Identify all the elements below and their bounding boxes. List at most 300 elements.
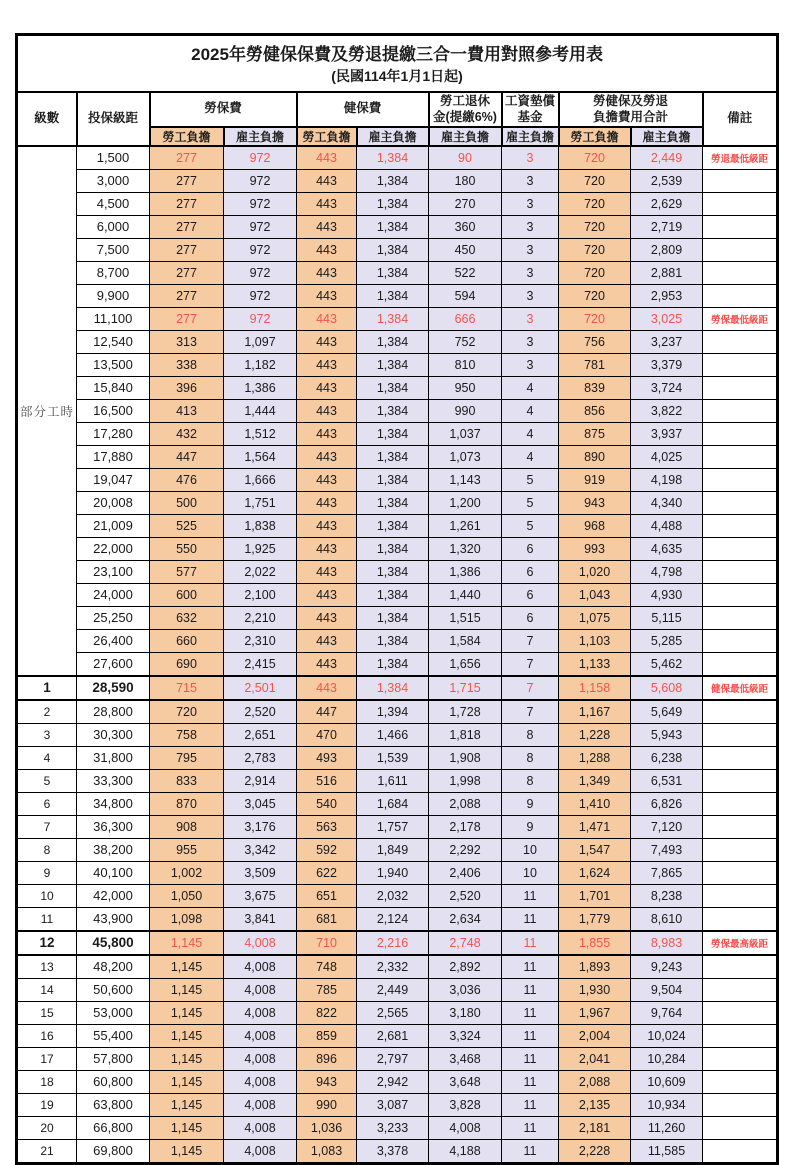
- cell-health-employer: 1,757: [357, 815, 429, 838]
- cell-pension-employer: 1,908: [429, 746, 502, 769]
- header-group-row: [17, 92, 778, 127]
- cell-labor-employee: 758: [150, 723, 224, 746]
- cell-total-employee: 1,893: [559, 955, 631, 979]
- cell-wage-fund-employer: 7: [502, 700, 559, 724]
- cell-labor-employee: 870: [150, 792, 224, 815]
- cell-level: 1: [17, 676, 77, 700]
- table-row: [17, 583, 778, 606]
- cell-pension-employer: 3,468: [429, 1047, 502, 1070]
- cell-remark: [703, 238, 778, 261]
- table-row: [17, 955, 778, 979]
- cell-labor-employee: 447: [150, 445, 224, 468]
- cell-labor-employer: 1,564: [224, 445, 297, 468]
- header-wage-fund-line1: 工資墊償: [504, 94, 555, 108]
- cell-labor-employee: 1,002: [150, 861, 224, 884]
- cell-level: 19: [17, 1093, 77, 1116]
- cell-labor-employer: 3,176: [224, 815, 297, 838]
- cell-labor-employee: 1,145: [150, 1047, 224, 1070]
- table-row: [17, 284, 778, 307]
- cell-labor-employee: 432: [150, 422, 224, 445]
- header-salary-grade: 投保級距: [77, 92, 150, 146]
- cell-labor-employee: 476: [150, 468, 224, 491]
- cell-health-employer: 1,394: [357, 700, 429, 724]
- cell-health-employee: 443: [297, 606, 357, 629]
- cell-salary-grade: 60,800: [77, 1070, 150, 1093]
- cell-health-employer: 1,384: [357, 560, 429, 583]
- cell-pension-employer: 1,515: [429, 606, 502, 629]
- cell-health-employer: 2,032: [357, 884, 429, 907]
- cell-health-employee: 447: [297, 700, 357, 724]
- cell-labor-employee: 277: [150, 169, 224, 192]
- cell-health-employee: 443: [297, 238, 357, 261]
- cell-health-employee: 443: [297, 676, 357, 700]
- cell-total-employee: 720: [559, 215, 631, 238]
- cell-remark: [703, 700, 778, 724]
- cell-health-employee: 443: [297, 491, 357, 514]
- cell-remark: [703, 652, 778, 676]
- header-pension-employer-share: 雇主負擔: [429, 127, 502, 146]
- cell-labor-employer: 2,022: [224, 560, 297, 583]
- cell-wage-fund-employer: 11: [502, 1093, 559, 1116]
- cell-total-employee: 781: [559, 353, 631, 376]
- cell-health-employer: 2,565: [357, 1001, 429, 1024]
- cell-remark: [703, 1070, 778, 1093]
- cell-labor-employer: 1,512: [224, 422, 297, 445]
- cell-wage-fund-employer: 11: [502, 978, 559, 1001]
- cell-total-employer: 10,024: [631, 1024, 703, 1047]
- cell-labor-employee: 338: [150, 353, 224, 376]
- cell-wage-fund-employer: 7: [502, 652, 559, 676]
- cell-total-employee: 1,158: [559, 676, 631, 700]
- cell-labor-employer: 1,444: [224, 399, 297, 422]
- cell-remark: [703, 583, 778, 606]
- cell-total-employer: 6,238: [631, 746, 703, 769]
- table-row: [17, 700, 778, 724]
- cell-total-employer: 4,025: [631, 445, 703, 468]
- cell-total-employee: 1,967: [559, 1001, 631, 1024]
- cell-wage-fund-employer: 11: [502, 1139, 559, 1163]
- header-total: [559, 92, 703, 127]
- table-row: [17, 652, 778, 676]
- cell-labor-employer: 4,008: [224, 1093, 297, 1116]
- cell-labor-employer: 1,386: [224, 376, 297, 399]
- table-row: [17, 1024, 778, 1047]
- cell-wage-fund-employer: 4: [502, 422, 559, 445]
- cell-health-employer: 2,681: [357, 1024, 429, 1047]
- cell-total-employer: 7,865: [631, 861, 703, 884]
- cell-pension-employer: 1,656: [429, 652, 502, 676]
- cell-labor-employee: 313: [150, 330, 224, 353]
- cell-total-employer: 7,493: [631, 838, 703, 861]
- cell-labor-employer: 1,097: [224, 330, 297, 353]
- page-title: 2025年勞健保保費及勞退提繳三合一費用對照參考用表: [191, 44, 603, 64]
- cell-wage-fund-employer: 5: [502, 468, 559, 491]
- cell-total-employee: 2,004: [559, 1024, 631, 1047]
- cell-health-employer: 3,378: [357, 1139, 429, 1163]
- cell-health-employee: 822: [297, 1001, 357, 1024]
- cell-total-employee: 1,410: [559, 792, 631, 815]
- cell-total-employee: 968: [559, 514, 631, 537]
- cell-labor-employee: 413: [150, 399, 224, 422]
- cell-total-employee: 875: [559, 422, 631, 445]
- cell-remark: [703, 514, 778, 537]
- cell-wage-fund-employer: 6: [502, 560, 559, 583]
- cell-salary-grade: 25,250: [77, 606, 150, 629]
- table-row: [17, 261, 778, 284]
- cell-labor-employee: 577: [150, 560, 224, 583]
- cell-wage-fund-employer: 11: [502, 1047, 559, 1070]
- cell-salary-grade: 43,900: [77, 907, 150, 931]
- cell-pension-employer: 594: [429, 284, 502, 307]
- cell-labor-employer: 1,925: [224, 537, 297, 560]
- cell-total-employee: 2,181: [559, 1116, 631, 1139]
- cell-wage-fund-employer: 7: [502, 676, 559, 700]
- cell-labor-employer: 972: [224, 284, 297, 307]
- table-row: [17, 1047, 778, 1070]
- table-row: [17, 884, 778, 907]
- cell-remark: [703, 907, 778, 931]
- cell-remark: [703, 1116, 778, 1139]
- cell-health-employee: 443: [297, 629, 357, 652]
- cell-total-employer: 2,449: [631, 146, 703, 170]
- cell-health-employee: 443: [297, 261, 357, 284]
- cell-remark: [703, 838, 778, 861]
- cell-remark: [703, 792, 778, 815]
- cell-level: 13: [17, 955, 77, 979]
- cell-wage-fund-employer: 8: [502, 746, 559, 769]
- cell-labor-employer: 4,008: [224, 1139, 297, 1163]
- cell-remark: [703, 861, 778, 884]
- cell-labor-employee: 1,050: [150, 884, 224, 907]
- cell-remark: [703, 884, 778, 907]
- cell-health-employee: 443: [297, 330, 357, 353]
- cell-health-employer: 1,384: [357, 652, 429, 676]
- cell-labor-employee: 1,145: [150, 1139, 224, 1163]
- cell-health-employee: 710: [297, 931, 357, 955]
- table-row: [17, 330, 778, 353]
- cell-health-employee: 443: [297, 652, 357, 676]
- cell-labor-employer: 1,666: [224, 468, 297, 491]
- cell-total-employee: 919: [559, 468, 631, 491]
- cell-total-employer: 2,953: [631, 284, 703, 307]
- cell-total-employee: 1,471: [559, 815, 631, 838]
- cell-remark: [703, 746, 778, 769]
- cell-pension-employer: 2,292: [429, 838, 502, 861]
- cell-health-employee: 443: [297, 284, 357, 307]
- cell-total-employer: 9,504: [631, 978, 703, 1001]
- cell-health-employer: 1,384: [357, 468, 429, 491]
- cell-salary-grade: 50,600: [77, 978, 150, 1001]
- cell-pension-employer: 2,520: [429, 884, 502, 907]
- cell-remark: 勞退最低級距: [703, 146, 778, 170]
- cell-labor-employee: 1,145: [150, 955, 224, 979]
- cell-wage-fund-employer: 6: [502, 606, 559, 629]
- cell-total-employer: 7,120: [631, 815, 703, 838]
- cell-salary-grade: 8,700: [77, 261, 150, 284]
- table-row: [17, 146, 778, 170]
- cell-labor-employer: 972: [224, 261, 297, 284]
- cell-health-employee: 785: [297, 978, 357, 1001]
- cell-labor-employer: 4,008: [224, 931, 297, 955]
- cell-labor-employee: 277: [150, 215, 224, 238]
- cell-total-employer: 4,635: [631, 537, 703, 560]
- cell-labor-employer: 4,008: [224, 1116, 297, 1139]
- cell-salary-grade: 55,400: [77, 1024, 150, 1047]
- cell-salary-grade: 16,500: [77, 399, 150, 422]
- cell-remark: 勞保最高級距: [703, 931, 778, 955]
- cell-health-employee: 443: [297, 307, 357, 330]
- cell-wage-fund-employer: 9: [502, 815, 559, 838]
- cell-total-employee: 1,133: [559, 652, 631, 676]
- table-row: [17, 376, 778, 399]
- cell-total-employer: 5,285: [631, 629, 703, 652]
- cell-labor-employer: 1,838: [224, 514, 297, 537]
- cell-labor-employee: 277: [150, 192, 224, 215]
- cell-wage-fund-employer: 11: [502, 884, 559, 907]
- cell-health-employee: 443: [297, 468, 357, 491]
- cell-health-employee: 443: [297, 583, 357, 606]
- cell-total-employee: 2,228: [559, 1139, 631, 1163]
- cell-labor-employer: 2,501: [224, 676, 297, 700]
- cell-remark: [703, 468, 778, 491]
- table-row: [17, 1093, 778, 1116]
- cell-labor-employer: 2,415: [224, 652, 297, 676]
- cell-remark: [703, 399, 778, 422]
- header-total-employer-share: 雇主負擔: [631, 127, 703, 146]
- cell-wage-fund-employer: 3: [502, 169, 559, 192]
- cell-health-employee: 443: [297, 215, 357, 238]
- cell-total-employee: 1,930: [559, 978, 631, 1001]
- cell-health-employee: 592: [297, 838, 357, 861]
- cell-wage-fund-employer: 3: [502, 261, 559, 284]
- cell-health-employer: 1,384: [357, 192, 429, 215]
- cell-total-employee: 1,779: [559, 907, 631, 931]
- cell-salary-grade: 17,280: [77, 422, 150, 445]
- cell-health-employer: 1,384: [357, 307, 429, 330]
- cell-remark: [703, 560, 778, 583]
- cell-pension-employer: 3,648: [429, 1070, 502, 1093]
- cell-labor-employer: 2,783: [224, 746, 297, 769]
- cell-salary-grade: 23,100: [77, 560, 150, 583]
- header-pension-line1: 勞工退休: [439, 94, 490, 108]
- cell-level: 15: [17, 1001, 77, 1024]
- cell-total-employer: 3,724: [631, 376, 703, 399]
- cell-pension-employer: 180: [429, 169, 502, 192]
- cell-health-employer: 1,539: [357, 746, 429, 769]
- cell-pension-employer: 1,715: [429, 676, 502, 700]
- cell-total-employer: 2,881: [631, 261, 703, 284]
- cell-wage-fund-employer: 7: [502, 629, 559, 652]
- cell-wage-fund-employer: 3: [502, 307, 559, 330]
- cell-wage-fund-employer: 11: [502, 1116, 559, 1139]
- cell-total-employer: 3,237: [631, 330, 703, 353]
- table-row: [17, 1116, 778, 1139]
- cell-salary-grade: 66,800: [77, 1116, 150, 1139]
- cell-total-employer: 6,826: [631, 792, 703, 815]
- cell-health-employer: 1,466: [357, 723, 429, 746]
- cell-labor-employer: 2,520: [224, 700, 297, 724]
- cell-remark: 健保最低級距: [703, 676, 778, 700]
- cell-pension-employer: 4,188: [429, 1139, 502, 1163]
- cell-remark: [703, 376, 778, 399]
- table-row: [17, 792, 778, 815]
- cell-labor-employer: 972: [224, 238, 297, 261]
- cell-pension-employer: 1,998: [429, 769, 502, 792]
- cell-labor-employee: 500: [150, 491, 224, 514]
- cell-health-employer: 3,087: [357, 1093, 429, 1116]
- cell-total-employee: 720: [559, 284, 631, 307]
- cell-salary-grade: 6,000: [77, 215, 150, 238]
- cell-total-employer: 5,649: [631, 700, 703, 724]
- cell-health-employer: 1,384: [357, 514, 429, 537]
- cell-salary-grade: 11,100: [77, 307, 150, 330]
- cell-health-employee: 443: [297, 422, 357, 445]
- cell-total-employer: 4,198: [631, 468, 703, 491]
- cell-health-employee: 651: [297, 884, 357, 907]
- cell-remark: [703, 192, 778, 215]
- cell-remark: [703, 769, 778, 792]
- cell-labor-employer: 3,675: [224, 884, 297, 907]
- cell-salary-grade: 38,200: [77, 838, 150, 861]
- cell-labor-employee: 1,145: [150, 1070, 224, 1093]
- cell-labor-employer: 3,841: [224, 907, 297, 931]
- cell-labor-employee: 277: [150, 238, 224, 261]
- cell-health-employer: 1,384: [357, 445, 429, 468]
- cell-health-employee: 443: [297, 169, 357, 192]
- cell-labor-employer: 4,008: [224, 1047, 297, 1070]
- cell-salary-grade: 34,800: [77, 792, 150, 815]
- cell-total-employee: 1,349: [559, 769, 631, 792]
- cell-pension-employer: 2,088: [429, 792, 502, 815]
- table-row: [17, 746, 778, 769]
- cell-health-employee: 748: [297, 955, 357, 979]
- cell-health-employee: 443: [297, 353, 357, 376]
- cell-health-employer: 2,942: [357, 1070, 429, 1093]
- cell-total-employer: 5,608: [631, 676, 703, 700]
- cell-labor-employer: 3,045: [224, 792, 297, 815]
- cell-labor-employer: 4,008: [224, 978, 297, 1001]
- cell-labor-employee: 525: [150, 514, 224, 537]
- cell-pension-employer: 1,440: [429, 583, 502, 606]
- cell-total-employer: 3,822: [631, 399, 703, 422]
- cell-pension-employer: 3,180: [429, 1001, 502, 1024]
- header-remark: 備註: [703, 92, 778, 146]
- cell-total-employer: 11,260: [631, 1116, 703, 1139]
- cell-total-employer: 8,238: [631, 884, 703, 907]
- header-wage-fund-employer-share: 雇主負擔: [502, 127, 559, 146]
- cell-labor-employer: 1,751: [224, 491, 297, 514]
- cell-wage-fund-employer: 3: [502, 215, 559, 238]
- cell-pension-employer: 1,728: [429, 700, 502, 724]
- cell-remark: [703, 169, 778, 192]
- cell-salary-grade: 13,500: [77, 353, 150, 376]
- cell-wage-fund-employer: 3: [502, 353, 559, 376]
- cell-health-employer: 1,384: [357, 146, 429, 170]
- table-row: [17, 192, 778, 215]
- header-labor-employer-share: 雇主負擔: [224, 127, 297, 146]
- cell-health-employee: 443: [297, 399, 357, 422]
- cell-wage-fund-employer: 3: [502, 238, 559, 261]
- cell-labor-employer: 4,008: [224, 1024, 297, 1047]
- cell-labor-employer: 2,210: [224, 606, 297, 629]
- table-row: [17, 1139, 778, 1163]
- cell-level: 14: [17, 978, 77, 1001]
- cell-total-employee: 1,228: [559, 723, 631, 746]
- cell-total-employee: 1,701: [559, 884, 631, 907]
- header-labor-employee-share: 勞工負擔: [150, 127, 224, 146]
- cell-pension-employer: 950: [429, 376, 502, 399]
- cell-salary-grade: 24,000: [77, 583, 150, 606]
- cell-salary-grade: 26,400: [77, 629, 150, 652]
- header-health-insurance: 健保費: [297, 92, 429, 127]
- table-row: [17, 1001, 778, 1024]
- cell-total-employer: 10,609: [631, 1070, 703, 1093]
- cell-health-employer: 1,384: [357, 169, 429, 192]
- cell-total-employer: 5,462: [631, 652, 703, 676]
- cell-pension-employer: 1,261: [429, 514, 502, 537]
- cell-level: 3: [17, 723, 77, 746]
- cell-total-employee: 993: [559, 537, 631, 560]
- cell-total-employee: 1,075: [559, 606, 631, 629]
- cell-pension-employer: 522: [429, 261, 502, 284]
- cell-health-employer: 2,216: [357, 931, 429, 955]
- cell-total-employee: 856: [559, 399, 631, 422]
- cell-health-employee: 943: [297, 1070, 357, 1093]
- cell-health-employer: 1,384: [357, 422, 429, 445]
- cell-salary-grade: 53,000: [77, 1001, 150, 1024]
- cell-salary-grade: 9,900: [77, 284, 150, 307]
- cell-health-employer: 1,611: [357, 769, 429, 792]
- cell-health-employer: 1,384: [357, 238, 429, 261]
- cell-salary-grade: 69,800: [77, 1139, 150, 1163]
- cell-remark: [703, 723, 778, 746]
- table-row: [17, 676, 778, 700]
- header-level: 級數: [17, 92, 77, 146]
- table-row: [17, 468, 778, 491]
- cell-labor-employee: 277: [150, 261, 224, 284]
- cell-health-employer: 1,849: [357, 838, 429, 861]
- cell-total-employee: 1,624: [559, 861, 631, 884]
- cell-salary-grade: 28,590: [77, 676, 150, 700]
- cell-remark: [703, 1001, 778, 1024]
- cell-health-employee: 563: [297, 815, 357, 838]
- cell-total-employee: 720: [559, 238, 631, 261]
- cell-total-employee: 720: [559, 307, 631, 330]
- cell-total-employer: 9,243: [631, 955, 703, 979]
- cell-labor-employee: 396: [150, 376, 224, 399]
- cell-total-employer: 4,340: [631, 491, 703, 514]
- cell-wage-fund-employer: 8: [502, 723, 559, 746]
- cell-labor-employee: 1,145: [150, 931, 224, 955]
- cell-remark: [703, 284, 778, 307]
- cell-labor-employer: 4,008: [224, 1070, 297, 1093]
- cell-remark: [703, 629, 778, 652]
- cell-total-employee: 943: [559, 491, 631, 514]
- cell-remark: [703, 215, 778, 238]
- cell-salary-grade: 33,300: [77, 769, 150, 792]
- cell-wage-fund-employer: 10: [502, 838, 559, 861]
- table-row: [17, 491, 778, 514]
- cell-labor-employer: 3,509: [224, 861, 297, 884]
- cell-wage-fund-employer: 4: [502, 445, 559, 468]
- cell-wage-fund-employer: 11: [502, 1024, 559, 1047]
- cell-labor-employee: 720: [150, 700, 224, 724]
- cell-level: 2: [17, 700, 77, 724]
- cell-labor-employer: 972: [224, 169, 297, 192]
- cell-wage-fund-employer: 9: [502, 792, 559, 815]
- cell-remark: [703, 978, 778, 1001]
- cell-remark: 勞保最低級距: [703, 307, 778, 330]
